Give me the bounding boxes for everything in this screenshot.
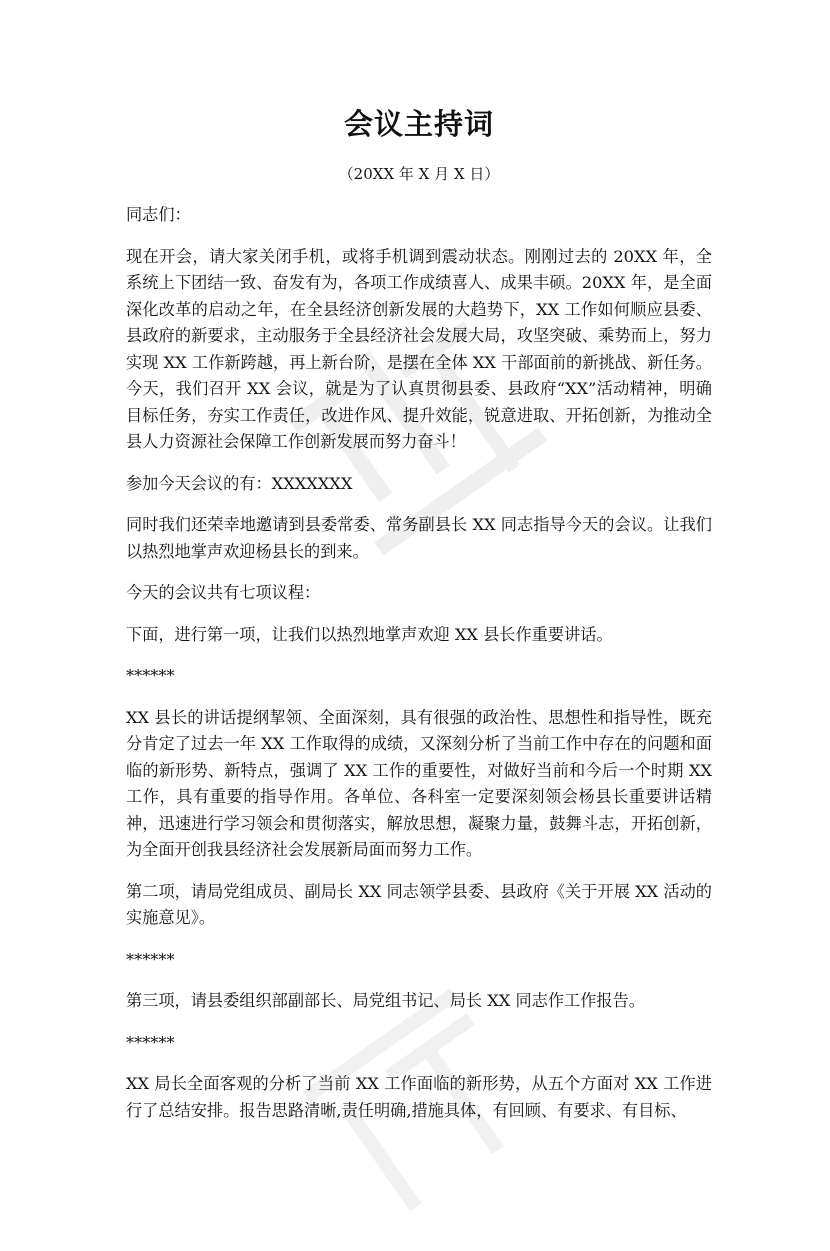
paragraph-attendees: 参加今天会议的有：XXXXXXX xyxy=(126,473,353,493)
paragraph-item-three: 第三项，请县委组织部副部长、局党组书记、局长 XX 同志作工作报告。 xyxy=(126,991,645,1010)
document-date: （20XX 年 X 月 X 日） xyxy=(338,165,500,183)
paragraph-invitation: 同时我们还荣幸地邀请到县委常委、常务副县长 XX 同志指导今天的会议。让我们以热烈地掌声欢迎杨县长的到来。 xyxy=(126,515,712,561)
separator-asterisks: ****** xyxy=(126,949,175,969)
paragraph-speech-summary: XX 县长的讲话提纲挈领、全面深刻，具有很强的政治性、思想性和指导性，既充分肯定了过去一年 XX 工作取得的成绩，又深刻分析了当前工作中存在的问题和面临的新形势、新特点，强调了 XX 工作的重要性，对做好当前和今后一个时期 XX 工作，具有重要的指导作用。各单位、各科室一定要深刻领会杨县长重要讲话精神，迅速进行学习领会和贯彻落实，解放思想，凝聚力量，鼓舞斗志，开拓创新，为全面开创我县经济社会发展新局面而努力工作。 xyxy=(126,707,712,859)
paragraph-item-two: 第二项，请局党组成员、副局长 XX 同志领学县委、县政府《关于开展 XX 活动的实施意见》。 xyxy=(126,881,712,927)
paragraph-report-summary: XX 局长全面客观的分析了当前 XX 工作面临的新形势，从五个方面对 XX 工作进行了总结安排。报告思路清晰,责任明确,措施具体，有回顾、有要求、有目标、 xyxy=(126,1074,712,1120)
paragraph-opening: 现在开会，请大家关闭手机，或将手机调到震动状态。刚刚过去的 20XX 年，全系统上下团结一致、奋发有为，各项工作成绩喜人、成果丰硕。20XX 年，是全面深化改革的启动之年，在全县经济创新发展的大趋势下，XX 工作如何顺应县委、县政府的新要求，主动服务于全县经济社会发展大局，攻坚突破、乘势而上，努力实现 XX 工作新跨越，再上新台阶，是摆在全体 XX 干部面前的新挑战、新任务。今天，我们召开 XX 会议，就是为了认真贯彻县委、县政府“XX”活动精神，明确目标任务，夯实工作责任，改进作风、提升效能，锐意进取、开拓创新，为推动全县人力资源社会保障工作创新发展而努力奋斗！ xyxy=(126,246,712,451)
greeting: 同志们： xyxy=(126,205,191,224)
separator-asterisks: ****** xyxy=(126,1032,175,1052)
document-page xyxy=(126,100,712,1124)
paragraph-agenda-count: 今天的会议共有七项议程： xyxy=(126,583,321,602)
document-title: 会议主持词 xyxy=(343,107,494,141)
paragraph-item-one: 下面，进行第一项，让我们以热烈地掌声欢迎 XX 县长作重要讲话。 xyxy=(126,624,613,644)
separator-asterisks: ****** xyxy=(126,666,175,685)
